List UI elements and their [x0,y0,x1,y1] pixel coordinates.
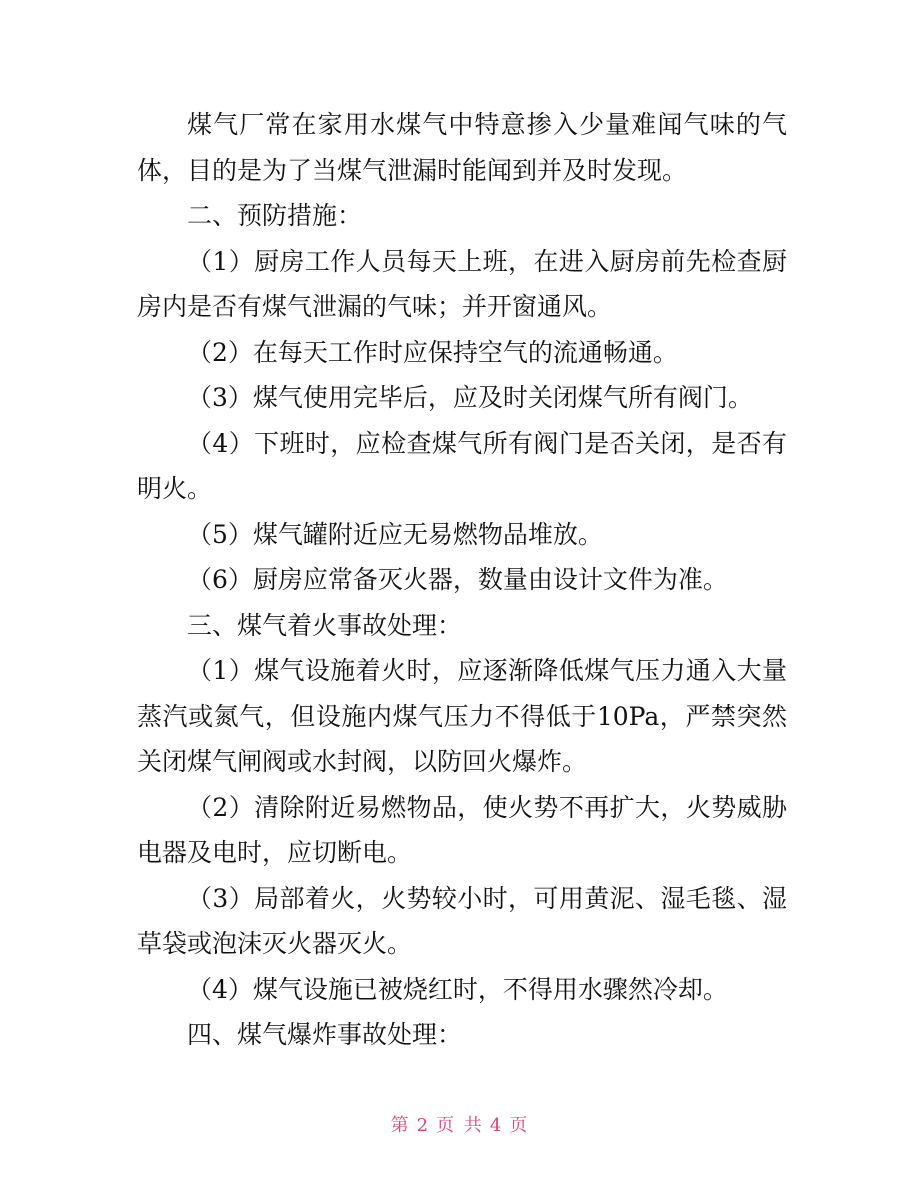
footer-middle: 页 共 [436,1115,484,1136]
paragraph-item: （1）煤气设施着火时，应逐渐降低煤气压力通入大量蒸汽或氮气，但设施内煤气压力不得低于10Pa，严禁突然关闭煤气闸阀或水封阀，以防回火爆炸。 [137,656,787,776]
footer-total-pages: 4 [489,1115,504,1136]
page-footer [0,1111,920,1137]
heading-fire-handling: 三、煤气着火事故处理： [187,610,463,640]
footer-prefix: 第 [390,1115,411,1136]
paragraph-item: （1）厨房工作人员每天上班，在进入厨房前先检查厨房内是否有煤气泄漏的气味；并开窗通风。 [137,246,787,321]
paragraph-item: （4）煤气设施已被烧红时，不得用水骤然冷却。 [187,974,728,1004]
paragraph-intro: 煤气厂常在家用水煤气中特意掺入少量难闻气味的气体，目的是为了当煤气泄漏时能闻到并及时发现。 [137,110,787,185]
heading-explosion-handling: 四、煤气爆炸事故处理： [187,1020,463,1049]
paragraph-item: （5）煤气罐附近应无易燃物品堆放。 [187,519,603,549]
paragraph-item: （4）下班时，应检查煤气所有阀门是否关闭，是否有明火。 [137,428,787,503]
paragraph-item: （3）煤气使用完毕后，应及时关闭煤气所有阀门。 [187,383,753,412]
paragraph-item: （2）清除附近易燃物品，使火势不再扩大，火势威胁电器及电时，应切断电。 [137,792,787,867]
paragraph-item: （6）厨房应常备灭火器，数量由设计文件为准。 [187,565,728,594]
document-body [137,102,787,1058]
paragraph-item: （3）局部着火，火势较小时，可用黄泥、湿毛毯、湿草袋或泡沫灭火器灭火。 [137,883,787,958]
footer-suffix: 页 [509,1115,530,1136]
paragraph-item: （2）在每天工作时应保持空气的流通畅通。 [187,337,678,367]
footer-page-number: 2 [416,1115,431,1136]
heading-prevention: 二、预防措施： [187,201,363,230]
